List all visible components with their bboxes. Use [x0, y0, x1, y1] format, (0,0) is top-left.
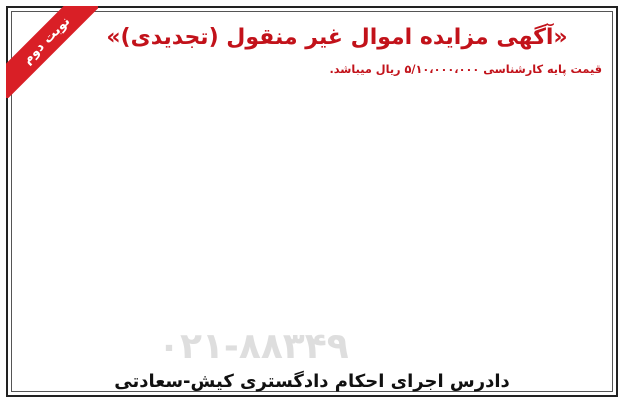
ribbon-label: نوبت دوم — [6, 6, 98, 98]
notice-frame — [6, 6, 618, 397]
notice-title: «آگهی مزایده اموال غیر منقول (تجدیدی)» — [106, 25, 568, 50]
base-price-line: قیمت پایه کارشناسی ۵/۱۰،۰۰۰،۰۰۰ ریال میباشد. — [329, 63, 602, 76]
notice-body — [22, 62, 602, 338]
phone-watermark: ۰۲۱-۸۸۳۴۹ — [158, 326, 349, 367]
notice-signature: دادرس اجرای احکام دادگستری کیش-سعادتی — [114, 371, 510, 392]
